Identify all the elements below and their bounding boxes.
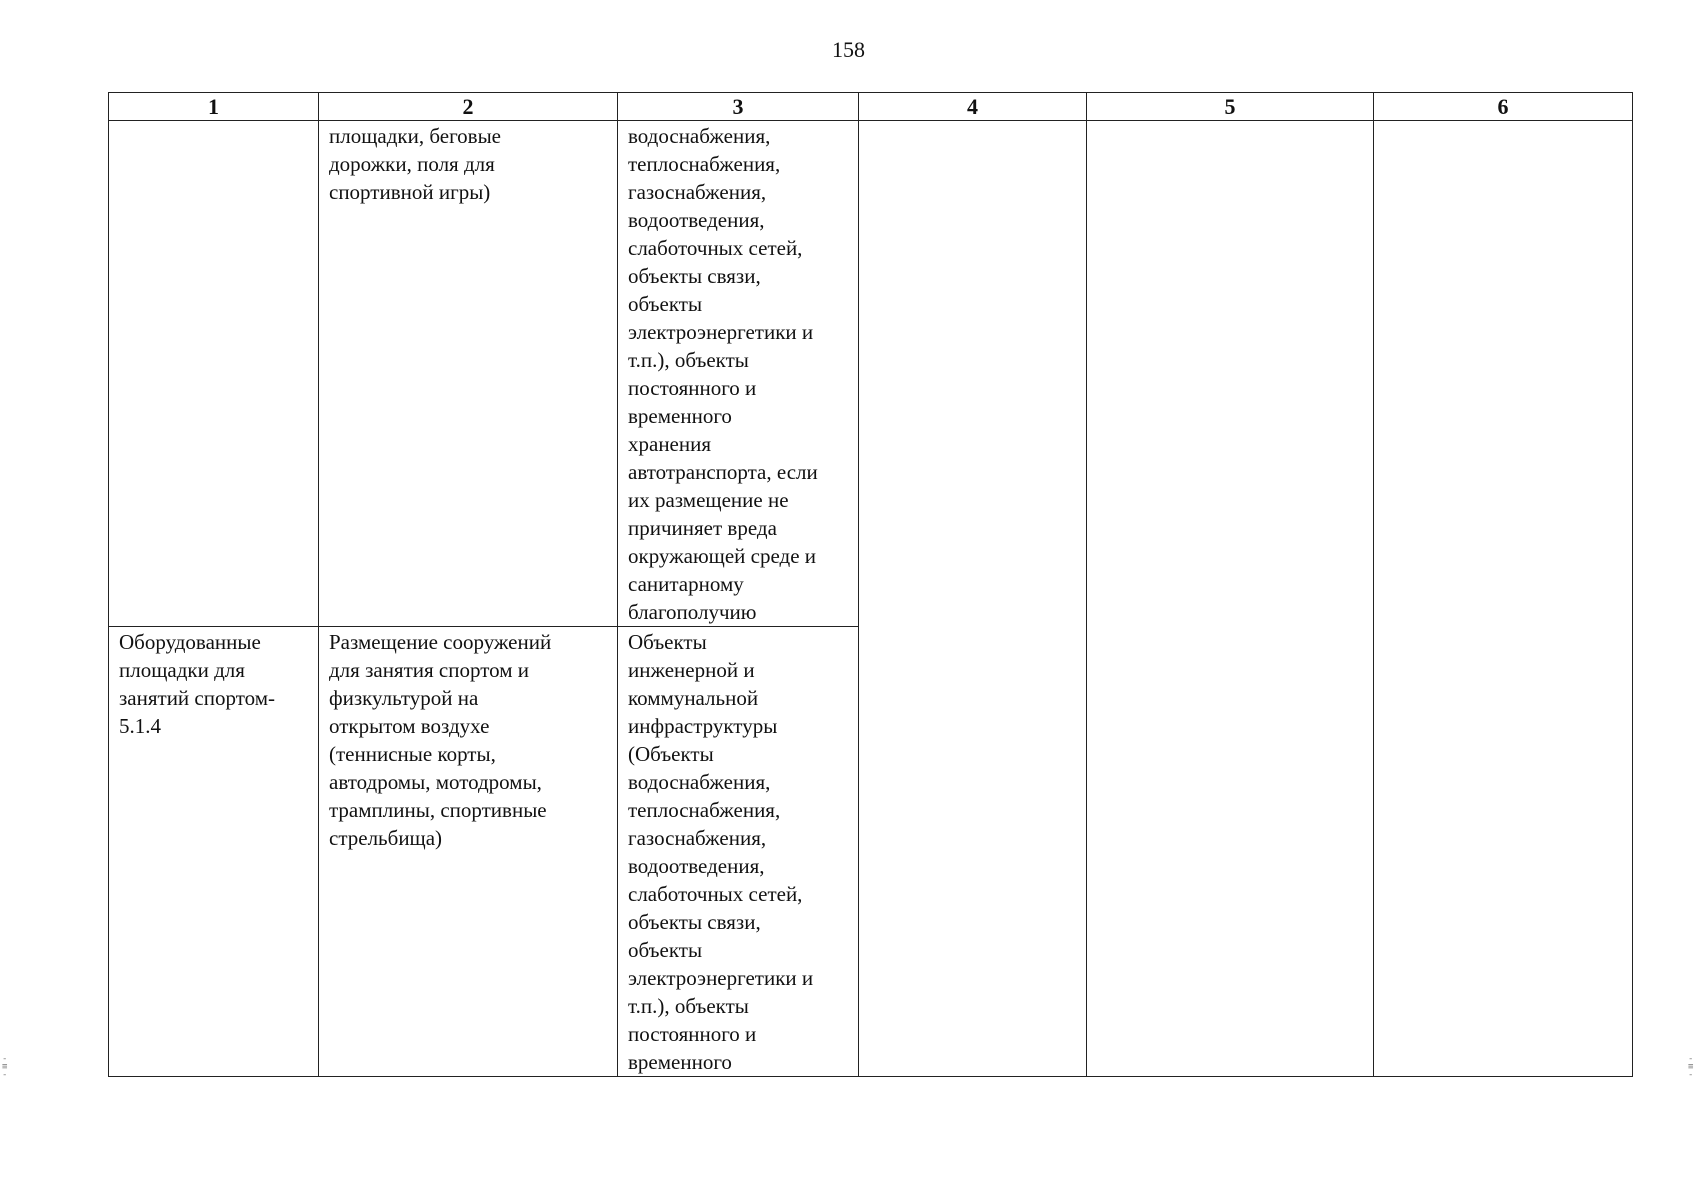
table-row <box>109 121 1633 627</box>
scan-edge-mark-left: - ≡ - <box>2 1054 8 1080</box>
table-cell-col1 <box>109 121 319 627</box>
cell-text: Оборудованные площадки для занятий спортом- 5.1.4 <box>119 630 275 738</box>
table-cell-col1 <box>109 627 319 1077</box>
cell-text: Объекты инженерной и коммунальной инфраструктуры (Объекты водоснабжения, теплоснабжения, газоснабжения, водоотведения, слаботочных сетей, объекты связи, объекты электроэнергетики и т.п.), объекты постоянного и временного <box>628 630 814 1074</box>
column-header-5: 5 <box>1087 93 1374 121</box>
cell-text: водоснабжения, теплоснабжения, газоснабжения, водоотведения, слаботочных сетей, объекты связи, объекты электроэнергетики и т.п.), объекты постоянного и временного хранения автотранспорта, если их размещение не причиняет вреда окружающей среде и санитарному благополучию <box>628 124 818 624</box>
cell-text <box>109 121 318 122</box>
column-header-2: 2 <box>319 93 618 121</box>
column-header-4: 4 <box>859 93 1087 121</box>
table-header-row <box>109 93 1633 121</box>
cell-text: площадки, беговые дорожки, поля для спортивной игры) <box>329 124 501 204</box>
table-cell-col3 <box>618 627 859 1077</box>
table-cell-col3 <box>618 121 859 627</box>
page-number: 158 <box>832 37 865 62</box>
table-cell-col2 <box>319 121 618 627</box>
column-header-3: 3 <box>618 93 859 121</box>
cell-text: Размещение сооружений для занятия спортом и физкультурой на открытом воздухе (теннисные корты, автодромы, мотодромы, трамплины, спортивные стрельбища) <box>329 630 552 850</box>
table-cell-col5 <box>1087 121 1374 1077</box>
document-table <box>108 92 1633 1077</box>
scan-edge-mark-right: - ≡ - <box>1688 1054 1694 1080</box>
column-header-1: 1 <box>109 93 319 121</box>
table-cell-col6 <box>1374 121 1633 1077</box>
table-cell-col4 <box>859 121 1087 1077</box>
column-header-6: 6 <box>1374 93 1633 121</box>
table-cell-col2 <box>319 627 618 1077</box>
